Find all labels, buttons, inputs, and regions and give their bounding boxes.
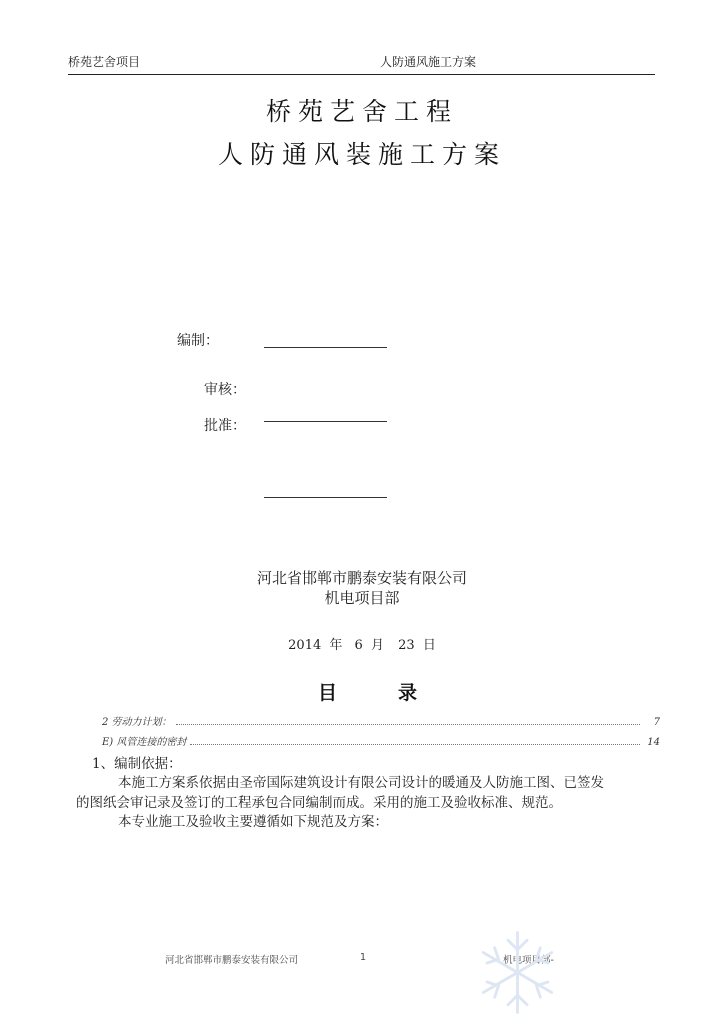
toc-title-right: 录 xyxy=(398,682,418,704)
approve-signature-line xyxy=(264,421,387,422)
body-paragraph: 本专业施工及验收主要遵循如下规范及方案： xyxy=(118,814,388,830)
header-document-title: 人防通风施工方案 xyxy=(380,55,477,69)
toc-title-left: 目 xyxy=(318,682,338,704)
toc-entry-label: E) 风管连接的密封 xyxy=(102,737,187,748)
toc-entry-page: 14 xyxy=(647,737,660,748)
toc-entry-label: 2 劳动力计划： xyxy=(102,717,172,728)
document-title-line1: 桥苑艺舍工程 xyxy=(265,97,458,126)
footer-page-number: 1 xyxy=(360,952,367,963)
header-project-name: 桥苑艺舍项目 xyxy=(68,55,141,69)
body-paragraph-line: 本施工方案系依据由圣帝国际建筑设计有限公司设计的暖通及人防施工图、已签发 xyxy=(118,775,604,791)
header-rule xyxy=(68,74,655,75)
company-department: 机电项目部 xyxy=(324,589,400,607)
toc-leader-dots xyxy=(190,744,640,745)
toc-entry[interactable] xyxy=(102,734,660,748)
date-month: 6 xyxy=(354,638,363,653)
footer-department: 机电项目部- xyxy=(503,955,554,966)
footer-company: 河北省邯郸市鹏泰安装有限公司 xyxy=(165,955,299,966)
watermark-snowflake-icon xyxy=(470,925,565,1020)
compile-label: 编制： xyxy=(177,333,219,349)
company-name: 河北省邯郸市鹏泰安装有限公司 xyxy=(256,569,467,587)
date-day-unit: 日 xyxy=(422,638,436,653)
section-heading: 1、编制依据： xyxy=(92,756,182,772)
toc-entry[interactable] xyxy=(102,714,660,728)
review-label: 审核： xyxy=(204,382,246,398)
document-title-line2: 人防通风装施工方案 xyxy=(217,140,506,169)
compile-signature-line xyxy=(264,347,387,348)
date-day: 23 xyxy=(398,638,415,653)
body-paragraph-line: 的图纸会审记录及签订的工程承包合同编制而成。采用的施工及验收标准、规范。 xyxy=(76,795,562,811)
document-date xyxy=(0,634,724,653)
extra-signature-line xyxy=(264,497,387,498)
approve-label: 批准： xyxy=(204,418,246,434)
toc-entry-page: 7 xyxy=(653,717,660,728)
date-year-unit: 年 xyxy=(329,638,343,653)
date-year: 2014 xyxy=(288,638,322,653)
date-month-unit: 月 xyxy=(370,638,384,653)
toc-leader-dots xyxy=(176,724,640,725)
